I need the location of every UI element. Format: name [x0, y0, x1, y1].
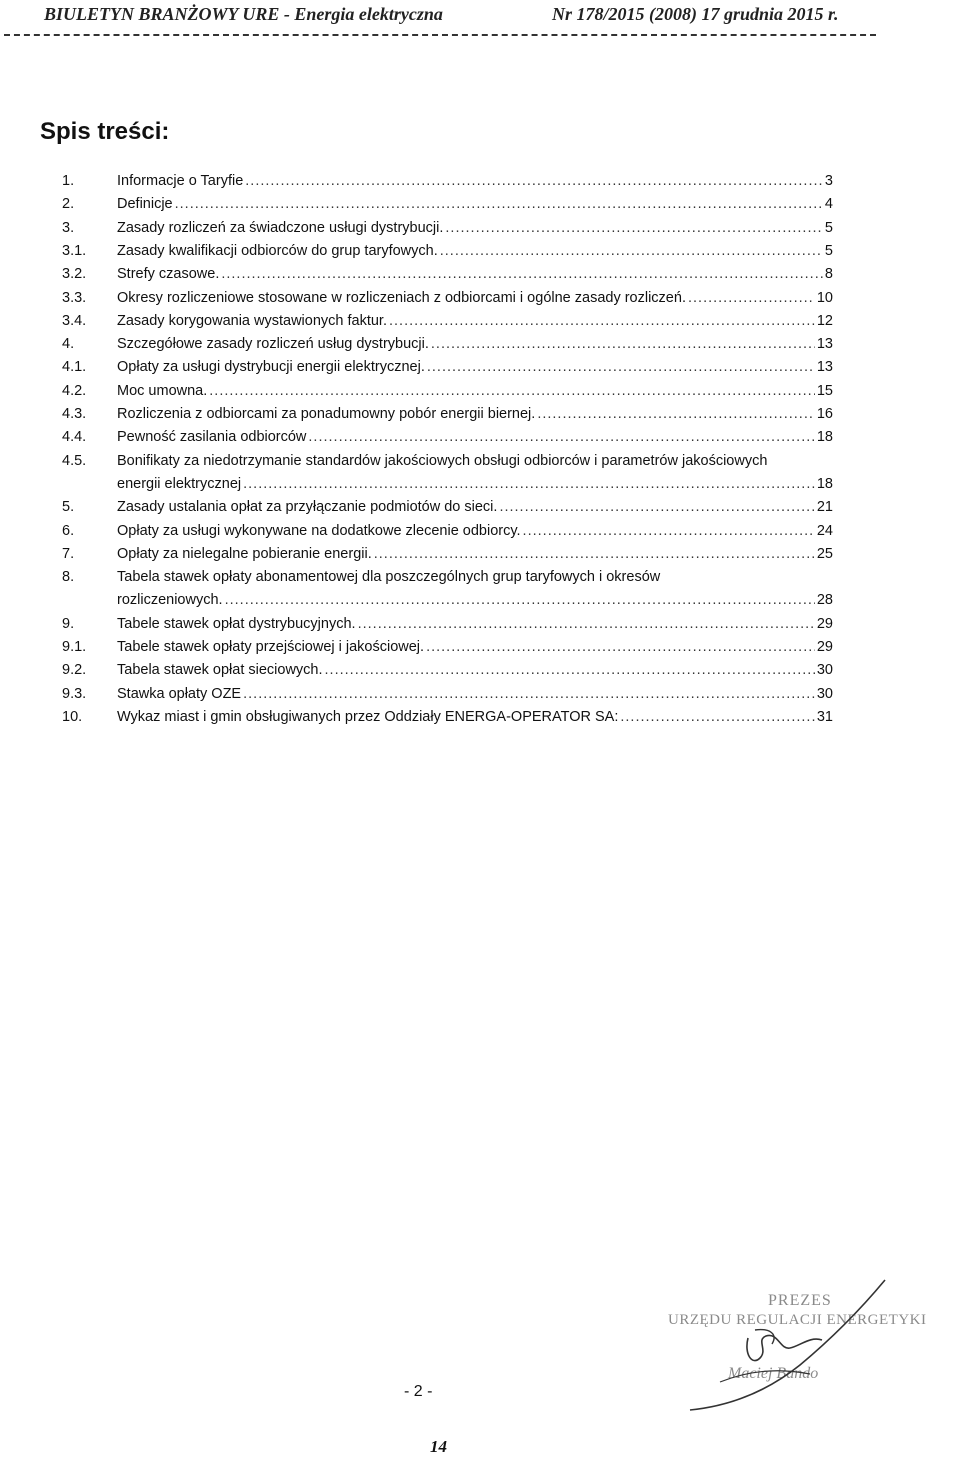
toc-dot-leader [358, 616, 815, 632]
header-publication-title: BIULETYN BRANŻOWY URE - Energia elektryczna [44, 4, 443, 24]
toc-dot-leader [243, 686, 815, 702]
toc-entry-title: Wykaz miast i gmin obsługiwanych przez Oddziały ENERGA-OPERATOR SA: [117, 708, 619, 725]
toc-entry-number: 6. [62, 522, 75, 539]
bulletin-page-number: 14 [430, 1437, 447, 1456]
handwritten-signature-icon [660, 1270, 910, 1420]
toc-entry-page: 25 [816, 545, 833, 562]
toc-entry-number: 4.1. [62, 359, 87, 376]
toc-dot-leader [537, 406, 815, 422]
toc-entry-number: 4.5. [62, 452, 87, 469]
toc-entry-number: 3.1. [62, 242, 87, 259]
toc-entry-page: 29 [816, 615, 833, 632]
toc-entry-page: 29 [816, 639, 833, 655]
toc-entry-title: rozliczeniowych. [117, 592, 223, 609]
toc-entry-page: 15 [816, 382, 833, 399]
toc-entry-line [117, 499, 833, 515]
toc-entry-line [117, 406, 833, 422]
toc-entry-page: 31 [816, 708, 833, 725]
toc-entry-title: Strefy czasowe. [117, 266, 220, 283]
toc-entry-line [117, 313, 833, 329]
toc-dot-leader [325, 662, 815, 678]
toc-entry-number: 9.2. [62, 662, 87, 679]
toc-dot-leader [499, 499, 814, 515]
toc-entry-line [117, 359, 833, 375]
toc-entry-title: Zasady korygowania wystawionych faktur. [117, 312, 387, 329]
toc-entry-line [117, 686, 833, 702]
toc-entry-page: 5 [824, 242, 833, 259]
toc-entry-page: 16 [816, 406, 833, 422]
toc-entry-line [117, 639, 833, 655]
toc-entry-page: 10 [816, 289, 833, 306]
toc-entry-title: Pewność zasilania odbiorców [117, 429, 307, 446]
toc-entry-number: 9.1. [62, 639, 87, 655]
toc-entry-page: 13 [816, 336, 833, 353]
stamp-title: PREZES [768, 1292, 832, 1309]
toc-entry-page: 4 [824, 196, 833, 213]
toc-entry-page: 3 [824, 173, 833, 189]
toc-entry-page: 24 [816, 522, 833, 539]
toc-entry-title-first-line: Bonifikaty za niedotrzymanie standardów jakościowych obsługi odbiorców i parametrów jakościowych [117, 452, 768, 469]
toc-entry-number: 9.3. [62, 685, 87, 702]
toc-entry-line [117, 592, 833, 608]
toc-entry-line [117, 266, 833, 282]
toc-entry-title: Opłaty za usługi dystrybucji energii elektrycznej. [117, 359, 425, 376]
toc-entry-number: 3. [62, 219, 75, 236]
toc-entry-title: Stawka opłaty OZE [117, 685, 242, 702]
toc-entry-title: Informacje o Taryfie [117, 173, 244, 189]
toc-dot-leader [523, 523, 815, 539]
toc-dot-leader [389, 313, 815, 329]
toc-dot-leader [209, 383, 815, 399]
toc-entry-title: Tabele stawek opłaty przejściowej i jakościowej. [117, 639, 425, 655]
toc-dot-leader [245, 173, 823, 189]
toc-entry-line [117, 196, 833, 212]
toc-entry-page: 28 [816, 592, 833, 609]
toc-entry-line [117, 383, 833, 399]
toc-entry-title: Okresy rozliczeniowe stosowane w rozliczeniach z odbiorcami i ogólne zasady rozliczeń. [117, 289, 686, 306]
toc-dot-leader [243, 476, 815, 492]
toc-dot-leader [440, 243, 823, 259]
toc-entry-title: energii elektrycznej [117, 475, 242, 492]
toc-dot-leader [225, 592, 815, 608]
toc-entry-title: Moc umowna. [117, 382, 208, 399]
toc-entry-title: Zasady rozliczeń za świadczone usługi dystrybucji. [117, 219, 444, 236]
document-header [0, 0, 960, 40]
toc-dot-leader [620, 709, 815, 725]
toc-entry-number: 1. [62, 173, 75, 189]
toc-entry-page: 21 [816, 499, 833, 516]
toc-entry-number: 4.2. [62, 382, 87, 399]
toc-entry-number: 9. [62, 615, 75, 632]
toc-title: Spis treści: [40, 118, 170, 145]
toc-entry-page: 30 [816, 662, 833, 679]
toc-dot-leader [308, 429, 814, 445]
toc-entry-line [117, 709, 833, 725]
toc-entry-number: 7. [62, 545, 75, 562]
toc-entry-title: Opłaty za nielegalne pobieranie energii. [117, 545, 372, 562]
toc-entry-page: 18 [816, 429, 833, 446]
toc-dot-leader [431, 336, 815, 352]
stamp-name: Maciej Bando [728, 1365, 819, 1382]
toc-entry-line [117, 616, 833, 632]
toc-entry-page: 18 [816, 475, 833, 492]
toc-entry-line [117, 662, 833, 678]
toc-entry-number: 2. [62, 196, 75, 213]
toc-entry-title: Zasady ustalania opłat za przyłączanie podmiotów do sieci. [117, 499, 498, 516]
toc-entry-number: 3.4. [62, 312, 87, 329]
toc-entry-number: 3.2. [62, 266, 87, 283]
toc-entry-page: 8 [824, 266, 833, 283]
toc-entry-number: 10. [62, 708, 83, 725]
toc-entry-line [117, 173, 833, 189]
toc-entry-line [117, 523, 833, 539]
page-number: - 2 - [404, 1383, 433, 1400]
toc-entry-title: Tabele stawek opłat dystrybucyjnych. [117, 615, 356, 632]
toc-entry-page: 13 [816, 359, 833, 376]
toc-dot-leader [688, 290, 815, 306]
toc-dot-leader [221, 266, 823, 282]
signature-stamp [660, 1270, 927, 1420]
toc-entry-line [117, 220, 833, 236]
toc-entry-title: Rozliczenia z odbiorcami za ponadumowny pobór energii biernej. [117, 406, 536, 422]
toc-entry-title: Zasady kwalifikacji odbiorców do grup taryfowych. [117, 242, 438, 259]
header-issue-date: Nr 178/2015 (2008) 17 grudnia 2015 r. [552, 4, 839, 24]
toc-dot-leader [445, 220, 823, 236]
toc-entry-page: 30 [816, 685, 833, 702]
toc-entry-page: 12 [816, 312, 833, 329]
toc-dot-leader [426, 639, 815, 655]
toc-entry-page: 5 [824, 219, 833, 236]
toc-entry-line [117, 546, 833, 562]
toc-entry-title: Tabela stawek opłat sieciowych. [117, 662, 323, 679]
toc-entry-line [117, 336, 833, 352]
toc-dot-leader [374, 546, 815, 562]
toc-dot-leader [175, 196, 823, 212]
toc-entry-title-first-line: Tabela stawek opłaty abonamentowej dla poszczególnych grup taryfowych i okresów [117, 569, 661, 586]
header-dashed-rule [4, 34, 876, 36]
toc-entry-title: Definicje [117, 196, 173, 213]
toc-entry-title: Szczegółowe zasady rozliczeń usług dystrybucji. [117, 336, 429, 353]
toc-entry-number: 4.3. [62, 406, 87, 422]
toc-entry-line [117, 290, 833, 306]
toc-entry-title: Opłaty za usługi wykonywane na dodatkowe zlecenie odbiorcy. [117, 522, 521, 539]
toc-entry-line [117, 243, 833, 259]
toc-entry-line [117, 476, 833, 492]
toc-entry-line [117, 429, 833, 445]
toc-entry-number: 8. [62, 569, 75, 586]
toc-entry-number: 4.4. [62, 429, 87, 446]
toc-entry-number: 3.3. [62, 289, 87, 306]
stamp-office: URZĘDU REGULACJI ENERGETYKI [668, 1312, 927, 1328]
toc-dot-leader [427, 359, 815, 375]
toc-entry-number: 4. [62, 336, 75, 353]
toc-entry-number: 5. [62, 499, 75, 516]
